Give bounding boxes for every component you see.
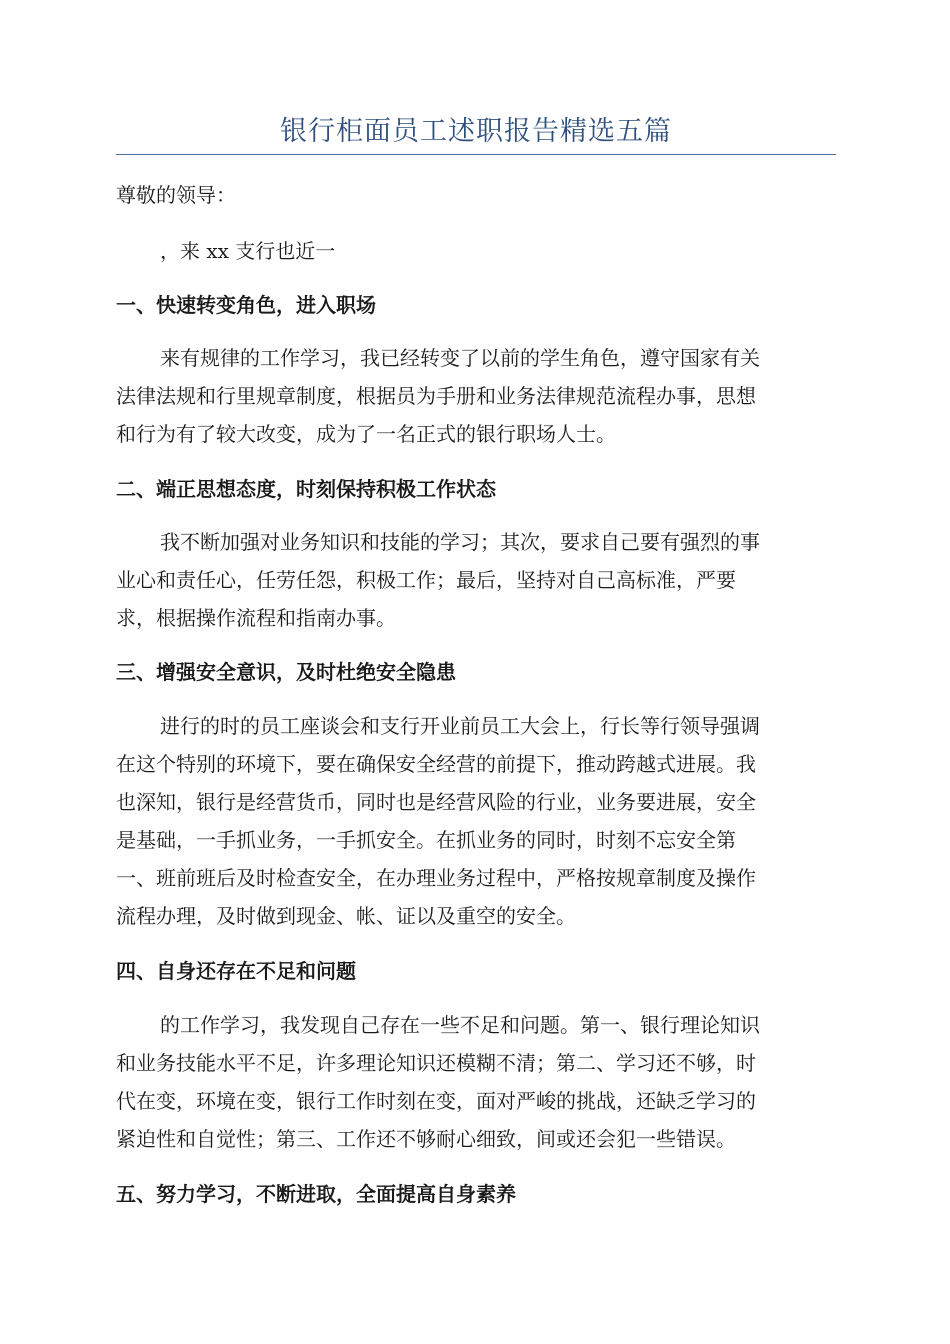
section-5-heading: 五、努力学习，不断进取，全面提高自身素养 bbox=[116, 1182, 516, 1206]
section-3-line: 流程办理，及时做到现金、帐、证以及重空的安全。 bbox=[116, 904, 576, 928]
salutation: 尊敬的领导： bbox=[116, 183, 236, 207]
document-title: 银行柜面员工述职报告精选五篇 bbox=[280, 116, 672, 147]
section-4-heading: 四、自身还存在不足和问题 bbox=[116, 959, 356, 983]
section-2-line: 我不断加强对业务知识和技能的学习；其次，要求自己要有强烈的事 bbox=[160, 530, 760, 554]
section-4-line: 紧迫性和自觉性；第三、工作还不够耐心细致，间或还会犯一些错误。 bbox=[116, 1127, 736, 1151]
section-1-line: 法律法规和行里规章制度，根据员为手册和业务法律规范流程办事，思想 bbox=[116, 384, 756, 408]
section-3-line: 是基础，一手抓业务，一手抓安全。在抓业务的同时，时刻不忘安全第 bbox=[116, 828, 736, 852]
section-1-line: 和行为有了较大改变，成为了一名正式的银行职场人士。 bbox=[116, 422, 616, 446]
section-3-heading: 三、增强安全意识，及时杜绝安全隐患 bbox=[116, 660, 456, 684]
section-2-line: 求，根据操作流程和指南办事。 bbox=[116, 606, 396, 630]
section-4-line: 的工作学习，我发现自己存在一些不足和问题。第一、银行理论知识 bbox=[160, 1013, 760, 1037]
section-1-line: 来有规律的工作学习，我已经转变了以前的学生角色，遵守国家有关 bbox=[160, 346, 760, 370]
section-2-line: 业心和责任心，任劳任怨，积极工作；最后，坚持对自己高标准，严要 bbox=[116, 568, 736, 592]
section-3-line: 也深知，银行是经营货币，同时也是经营风险的行业，业务要进展，安全 bbox=[116, 790, 756, 814]
section-2-heading: 二、端正思想态度，时刻保持积极工作状态 bbox=[116, 477, 496, 501]
intro-line: ，来 xx 支行也近一 bbox=[160, 239, 336, 263]
section-4-line: 代在变，环境在变，银行工作时刻在变，面对严峻的挑战，还缺乏学习的 bbox=[116, 1089, 756, 1113]
title-underline bbox=[116, 154, 836, 155]
section-3-line: 一、班前班后及时检查安全，在办理业务过程中，严格按规章制度及操作 bbox=[116, 866, 756, 890]
section-1-heading: 一、快速转变角色，进入职场 bbox=[116, 293, 376, 317]
section-3-line: 进行的时的员工座谈会和支行开业前员工大会上，行长等行领导强调 bbox=[160, 714, 760, 738]
section-4-line: 和业务技能水平不足，许多理论知识还模糊不清；第二、学习还不够，时 bbox=[116, 1051, 756, 1075]
section-3-line: 在这个特别的环境下，要在确保安全经营的前提下，推动跨越式进展。我 bbox=[116, 752, 756, 776]
